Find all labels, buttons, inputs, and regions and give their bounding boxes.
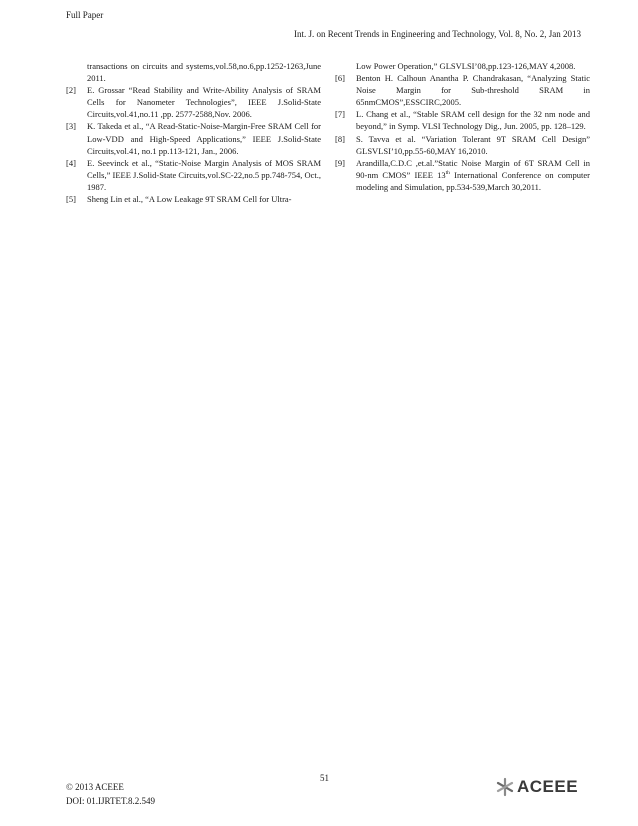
reference-text-part: Arandilla,C.D.C ,et.al.”Static Noise Margin of 6T SRAM Cell in 90-nm CMOS” IEEE 13 [356,157,590,180]
reference-text: K. Takeda et al., “A Read-Static-Noise-Margin-Free SRAM Cell for Low-VDD and High-Speed Applications,” IEEE J.Solid-State Circuits,vol.41, no.1 pp.113-121, Jan., 2006. [87,121,321,156]
logo-wordmark: ACEEE [517,777,579,796]
reference-continuation: transactions on circuits and systems,vol.58,no.6,pp.1252-1263,June 2011. [87,61,321,84]
references-right-column [335,60,590,193]
reference-number: [5] [66,194,76,205]
references-left-column [66,60,321,205]
doi-label: DOI: 01.IJRTET.8.2.549 [66,796,156,806]
reference-number: [9] [335,157,345,168]
reference-item [66,84,321,120]
reference-number: [2] [66,85,76,96]
reference-item [66,120,321,156]
reference-item [335,133,590,157]
reference-text [356,158,590,192]
page-number: 51 [320,773,329,783]
reference-item [335,157,590,193]
reference-text: L. Chang et al., “Stable SRAM cell design for the 32 nm node and beyond,” in Symp. VLSI Technology Dig., Jun. 2005, pp. 128–129. [356,109,590,132]
header-section-label: Full Paper [66,10,104,20]
reference-text: Benton H. Calhoun Anantha P. Chandrakasan, “Analyzing Static Noise Margin for Sub-threshold SRAM in 65nmCMOS”,ESSCIRC,2005. [356,73,590,108]
reference-number: [4] [66,157,76,168]
reference-item [66,193,321,205]
reference-number: [7] [335,109,345,120]
reference-continuation: Low Power Operation,” GLSVLSI’08,pp.123-126,MAY 4,2008. [356,61,576,71]
reference-item [66,157,321,193]
reference-text: Sheng Lin et al., “A Low Leakage 9T SRAM Cell for Ultra- [87,194,292,205]
asterisk-star-icon [495,777,515,797]
copyright-notice: © 2013 ACEEE [66,782,124,792]
footer-info [66,780,155,808]
reference-number: [3] [66,121,76,132]
reference-item [335,108,590,132]
reference-text-part: International Conference on computer modeling and Simulation, pp.534-539,March 30,2011. [356,169,591,192]
reference-number: [8] [335,133,345,144]
reference-text: E. Seevinck et al., “Static-Noise Margin Analysis of MOS SRAM Cells,” IEEE J.Solid-State Circuits,vol.SC-22,no.5 pp.748-754, Oct., 1987. [87,157,321,192]
reference-item [335,72,590,108]
reference-number: [6] [335,73,345,84]
reference-text: E. Grossar “Read Stability and Write-Ability Analysis of SRAM Cells for Nanometer Technologies”, IEEE J.Solid-State Circuits,vol.41,no.11 ,pp. 2577-2588,Nov. 2006. [87,85,321,120]
aceee-logo [495,775,587,799]
ordinal-superscript: th [445,170,450,177]
journal-citation: Int. J. on Recent Trends in Engineering and Technology, Vol. 8, No. 2, Jan 2013 [293,29,581,39]
reference-text: S. Tavva et al. “Variation Tolerant 9T SRAM Cell Design” GLSVLSI’10,pp.55-60,MAY 16,2010. [356,133,590,156]
